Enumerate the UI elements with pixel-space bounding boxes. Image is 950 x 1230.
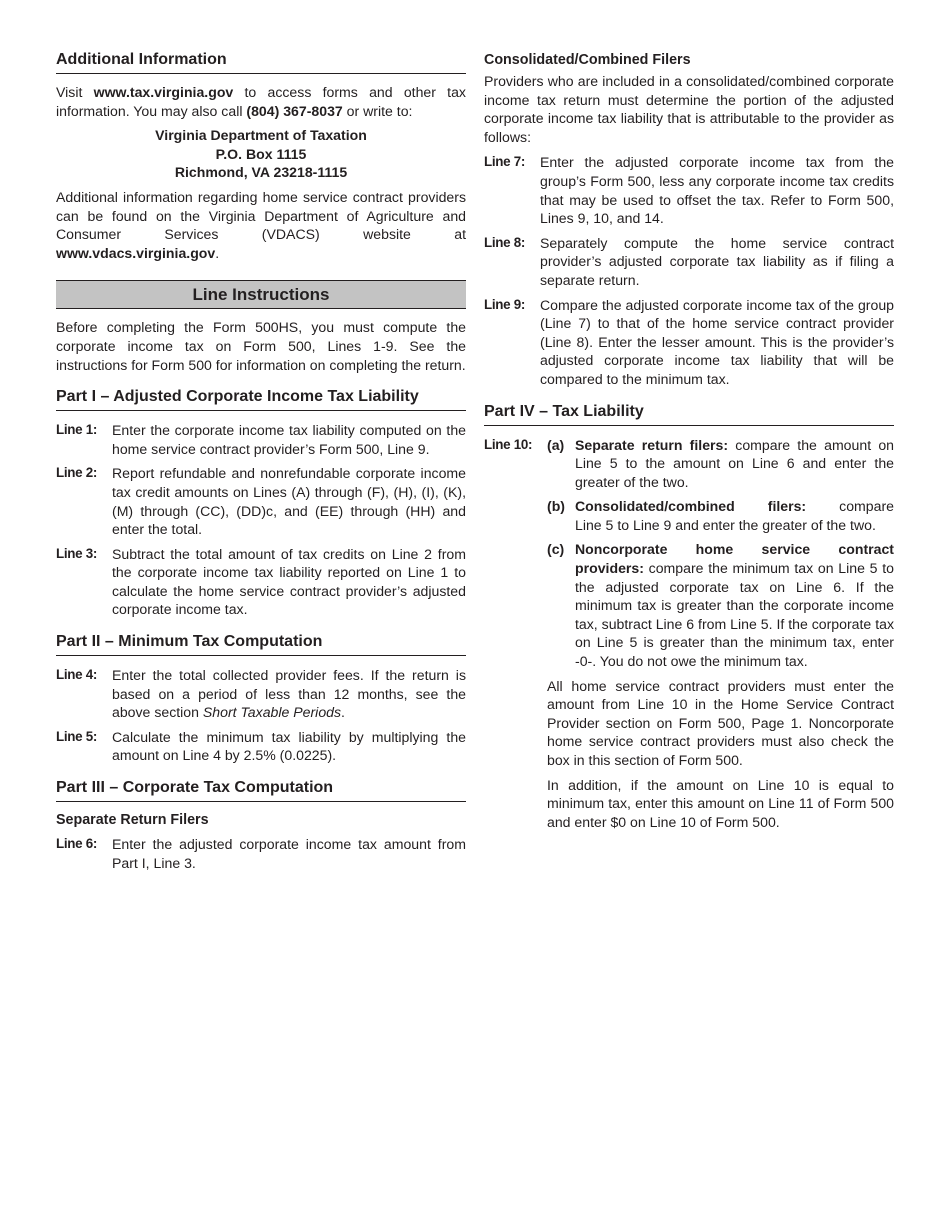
part4-heading: Part IV – Tax Liability xyxy=(484,402,894,426)
part2-heading: Part II – Minimum Tax Computation xyxy=(56,632,466,656)
phone-number: (804) 367-8037 xyxy=(246,102,343,119)
line-label: Line 4: xyxy=(56,667,98,683)
consolidated-heading: Consolidated/Combined Filers xyxy=(484,52,691,68)
additional-info-heading: Additional Information xyxy=(56,50,466,74)
vdacs-url-link[interactable]: www.vdacs.virginia.gov xyxy=(56,244,216,261)
line-label: Line 10: xyxy=(484,436,533,452)
part3-heading: Part III – Corporate Tax Computation xyxy=(56,778,466,802)
line-label: Line 5: xyxy=(56,728,98,744)
address-line: P.O. Box 1115 xyxy=(215,145,307,162)
separate-return-filers-heading: Separate Return Filers xyxy=(56,812,209,829)
line-label: Line 9: xyxy=(484,296,526,312)
consolidated-intro: Providers who are included in a consolidated/combined corporate income tax return must determine the portion of the adjusted corporate income tax liability that is attributable to the provider as follows: xyxy=(484,73,894,145)
line-10-note-1: All home service contract providers must enter the amount from Line 10 in the Home Service Contract Provider section on Form 500, Page 1. Noncorporate home service contract providers must also check the box in this section of Form 500. xyxy=(547,677,894,768)
line-label: Line 8: xyxy=(484,234,526,250)
visit-paragraph: Visit www.tax.virginia.gov to access forms and other tax information. You may also call (804) 367-8037 or write to: xyxy=(56,84,466,119)
line-7-item xyxy=(484,153,894,227)
line-text: Enter the total collected provider fees. If the return is based on a period of less than 12 months, see the above section Short Taxable Periods. xyxy=(112,667,466,721)
tax-url-link[interactable]: www.tax.virginia.gov xyxy=(93,84,234,100)
line-label: Line 1: xyxy=(56,422,98,438)
line-10c-item: (c) Noncorporate home service contract providers: compare the minimum tax on Line 5 to the adjusted corporate tax on Line 6. If the minimum tax is greater than the corporate income tax, subtract Line 6 from Line 5. If the corporate tax on Line 5 is greater than the minimum tax, enter -0-. You do not owe the minimum tax. xyxy=(547,541,894,670)
right-column xyxy=(484,50,894,831)
line-label: Line 7: xyxy=(484,154,526,170)
line-9-item xyxy=(484,296,894,389)
line-text: Report refundable and nonrefundable corporate income tax credit amounts on Lines (A) through (F), (H), (I), (K), (M) through (CC), (DD)c, and (EE) through (HH) and enter the total. xyxy=(112,465,466,538)
line-text: Separately compute the home service contract provider’s adjusted corporate tax liability as if filing a separate return. xyxy=(540,234,894,288)
line-10b-item: (b) Consolidated/combined filers: compare Line 5 to Line 9 and enter the greater of the two. xyxy=(547,498,894,533)
mailing-address xyxy=(56,126,466,182)
address-line: Virginia Department of Taxation xyxy=(155,127,367,144)
line-text: Calculate the minimum tax liability by multiplying the amount on Line 4 by 2.5% (0.0225). xyxy=(112,728,466,764)
line-text: Compare the adjusted corporate income tax of the group (Line 7) to that of the home service contract provider (Line 8). Enter the lesser amount. This is the provider’s adjusted corporate income tax liability that will be compared to the minimum tax. xyxy=(540,296,894,387)
vdacs-paragraph: Additional information regarding home service contract providers can be found on the Virginia Department of Agriculture and Consumer Services (VDACS) website at www.vdacs.virginia.gov. xyxy=(56,188,466,261)
part1-heading: Part I – Adjusted Corporate Income Tax Liability xyxy=(56,387,466,411)
item-marker: (c) xyxy=(547,541,565,558)
item-marker: (a) xyxy=(547,436,565,453)
line-2-item xyxy=(56,464,466,538)
line-text: Enter the corporate income tax liability computed on the home service contract provider’s Form 500, Line 9. xyxy=(112,422,466,457)
line-1-item xyxy=(56,421,466,458)
line-8-item xyxy=(484,234,894,290)
line-text: Enter the adjusted corporate income tax from the group’s Form 500, less any corporate income tax credits that may be used to offset the tax. Refer to Form 500, Lines 9, 10, and 14. xyxy=(540,154,894,227)
line-10-note-2: In addition, if the amount on Line 10 is equal to minimum tax, enter this amount on Line 11 of Form 500 and enter $0 on Line 10 of Form 500. xyxy=(547,776,894,830)
line-instructions-intro: Before completing the Form 500HS, you must compute the corporate income tax on Form 500, Lines 1-9. See the instructions for Form 500 for information on completing the return. xyxy=(56,319,466,373)
line-label: Line 3: xyxy=(56,545,98,561)
line-10a-text: Separate return filers: compare the amount on Line 5 to the amount on Line 6 and enter the greater of the two. xyxy=(575,436,894,490)
line-10-item xyxy=(484,436,894,492)
line-3-item xyxy=(56,545,466,619)
line-label: Line 6: xyxy=(56,836,98,852)
line-instructions-banner: Line Instructions xyxy=(56,280,466,309)
line-4-item xyxy=(56,666,466,722)
left-column xyxy=(56,50,466,872)
item-marker: (b) xyxy=(547,498,565,515)
address-line: Richmond, VA 23218-1115 xyxy=(174,164,348,181)
line-label: Line 2: xyxy=(56,465,98,481)
line-text: Subtract the total amount of tax credits on Line 2 from the corporate income tax liability reported on Line 1 to calculate the home service contract provider’s adjusted corporate income tax. xyxy=(112,545,466,618)
line-5-item xyxy=(56,728,466,765)
line-6-item xyxy=(56,835,466,872)
line-text: Enter the adjusted corporate income tax amount from Part I, Line 3. xyxy=(112,836,466,871)
